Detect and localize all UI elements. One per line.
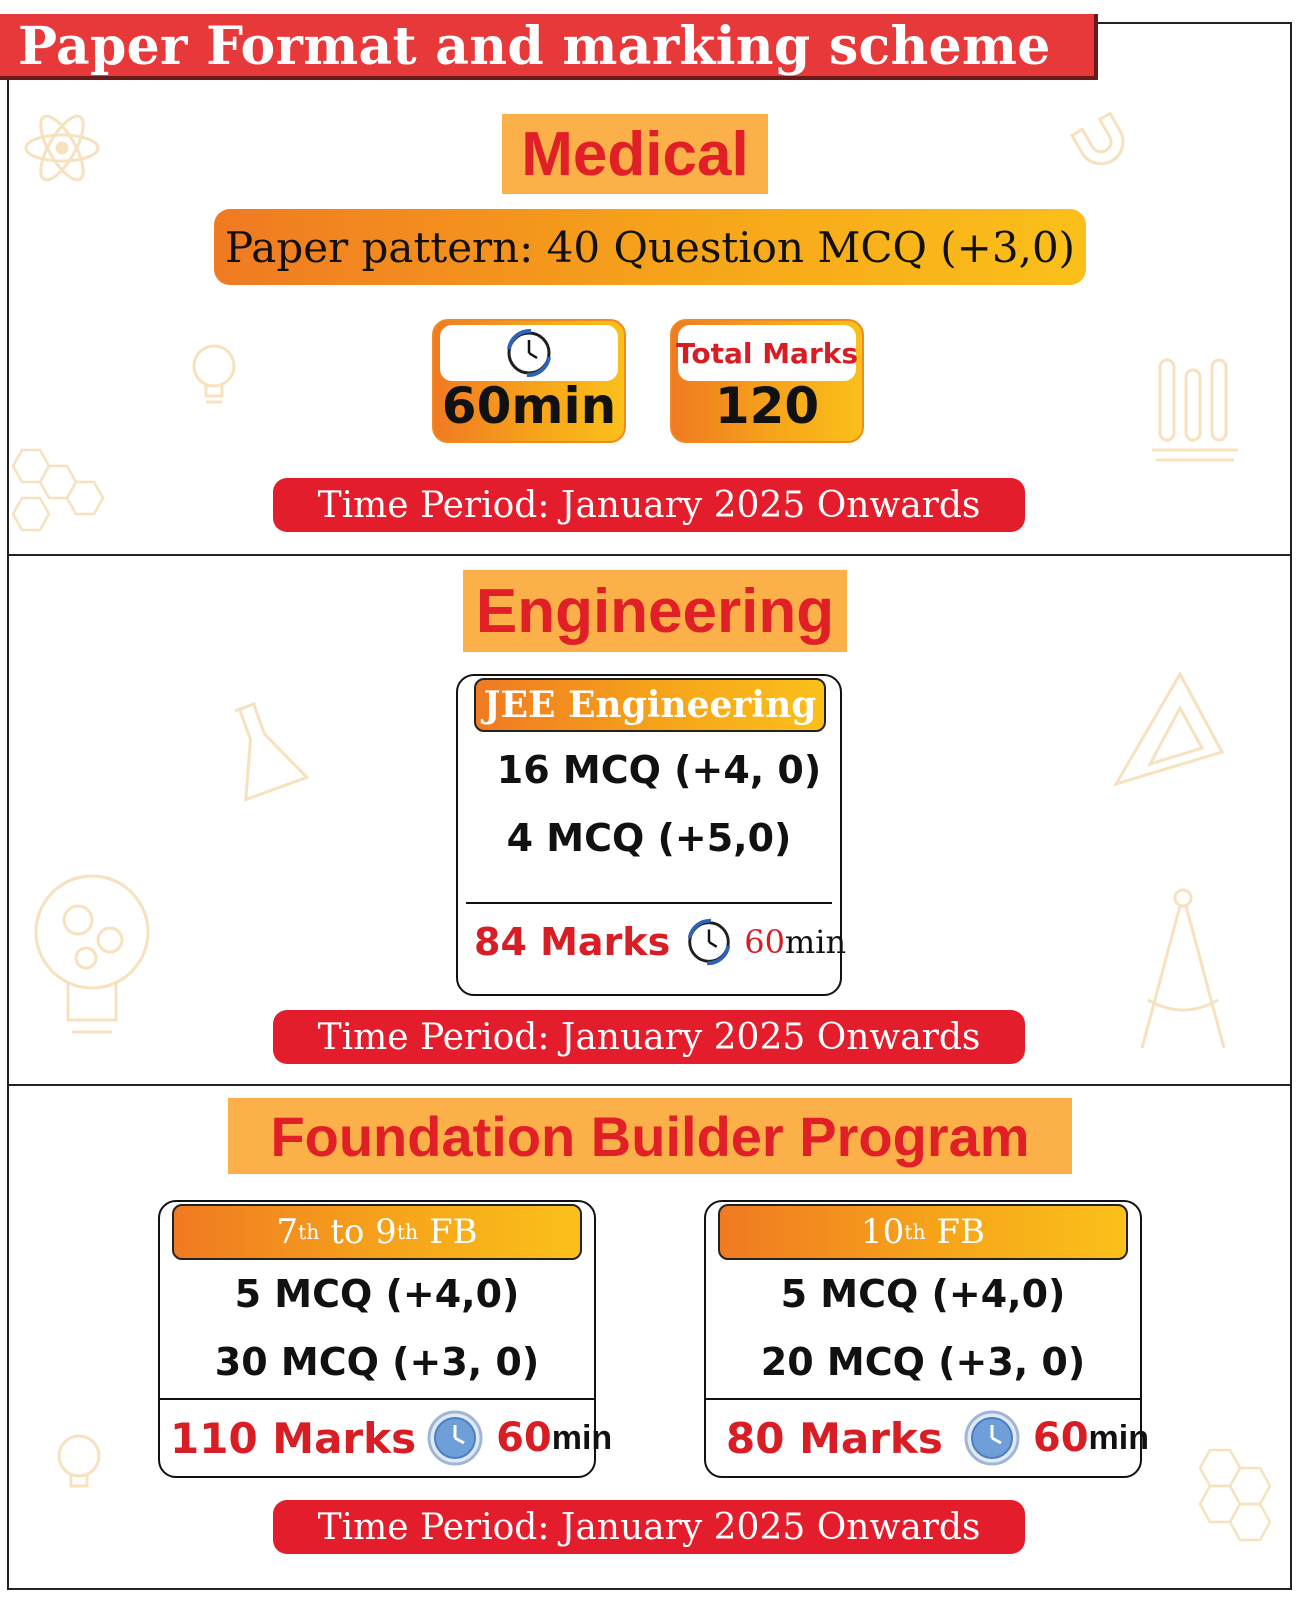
bulb-icon: [48, 1430, 110, 1502]
foundation-period-bar: Time Period: January 2025 Onwards: [273, 1500, 1025, 1554]
total-marks-value: 120: [714, 377, 820, 435]
fb-7-9-line-1: 5 MCQ (+4,0): [234, 1272, 520, 1316]
total-marks-label: Total Marks: [675, 336, 859, 370]
jee-duration-unit: min: [784, 923, 847, 961]
fb-10-marks: 80 Marks: [726, 1413, 943, 1463]
total-marks-card: [670, 319, 864, 443]
medical-pattern-bar: Paper pattern: 40 Question MCQ (+3,0): [214, 209, 1086, 285]
fb-10-card-header: 10 th FB: [718, 1204, 1128, 1260]
fb-7-9-marks: 110 Marks: [170, 1413, 417, 1463]
compass-icon: [1128, 880, 1238, 1060]
jee-duration-number: 60: [744, 923, 785, 961]
fb-10-card-rule: [706, 1398, 1140, 1400]
test-tubes-icon: [1150, 350, 1240, 470]
jee-duration: [744, 923, 846, 961]
page-title: Paper Format and marking scheme: [18, 16, 1051, 77]
hexagon-pattern-icon: [4, 440, 110, 540]
fb-7-9-duration-unit: min: [551, 1418, 613, 1457]
duration-value: 60min: [441, 377, 617, 435]
fb-10-title-a: 10: [861, 1212, 905, 1252]
bulb-icon: [184, 340, 244, 412]
engineering-heading: Engineering: [463, 570, 847, 652]
jee-card-footer: [474, 914, 846, 970]
fb-7-9-title-b: to 9: [319, 1212, 397, 1252]
fb-7-9-card: [158, 1200, 613, 1478]
fb-7-9-title-c: FB: [418, 1212, 478, 1252]
clock-icon: [501, 325, 557, 381]
fb-7-9-card-rule: [160, 1398, 594, 1400]
flask-icon: [220, 695, 310, 805]
jee-marks: 84 Marks: [474, 920, 671, 964]
title-banner: [0, 14, 1098, 80]
fb-10-duration-number: 60: [1032, 1415, 1089, 1461]
total-marks-card-top: [675, 325, 859, 381]
section-divider: [7, 1084, 1292, 1086]
duration-card-top: [440, 325, 618, 381]
fb-10-duration-unit: min: [1088, 1418, 1149, 1457]
clock-icon: [963, 1409, 1021, 1467]
fb-7-9-title-a: 7: [276, 1212, 299, 1252]
gear-bulb-icon: [28, 870, 158, 1050]
jee-card: [456, 674, 847, 996]
clock-icon: [682, 915, 736, 969]
fb-7-9-card-header: 7 th to 9 th FB: [172, 1204, 582, 1260]
atom-icon: [22, 108, 102, 188]
medical-period-bar: Time Period: January 2025 Onwards: [273, 478, 1025, 532]
jee-line-2: 4 MCQ (+5,0): [506, 816, 792, 860]
set-square-icon: [1110, 668, 1230, 798]
engineering-period-bar: Time Period: January 2025 Onwards: [273, 1010, 1025, 1064]
fb-7-9-card-footer: [170, 1406, 612, 1470]
jee-line-1: 16 MCQ (+4, 0): [496, 748, 822, 792]
medical-heading: Medical: [502, 114, 768, 194]
fb-7-9-duration-number: 60: [496, 1415, 552, 1461]
magnet-icon: [1068, 108, 1132, 172]
fb-10-card-footer: [726, 1406, 1149, 1470]
duration-card: [432, 319, 626, 443]
fb-10-title-c: FB: [925, 1212, 985, 1252]
fb-10-line-2: 20 MCQ (+3, 0): [760, 1340, 1086, 1384]
jee-card-header: JEE Engineering: [474, 678, 826, 732]
fb-7-9-line-2: 30 MCQ (+3, 0): [214, 1340, 540, 1384]
clock-icon: [426, 1409, 484, 1467]
hexagon-pattern-icon: [1180, 1440, 1290, 1550]
fb-10-line-1: 5 MCQ (+4,0): [780, 1272, 1066, 1316]
fb-10-card: [704, 1200, 1149, 1478]
section-divider: [7, 554, 1292, 556]
jee-card-rule: [466, 902, 832, 904]
foundation-heading: Foundation Builder Program: [228, 1098, 1072, 1174]
